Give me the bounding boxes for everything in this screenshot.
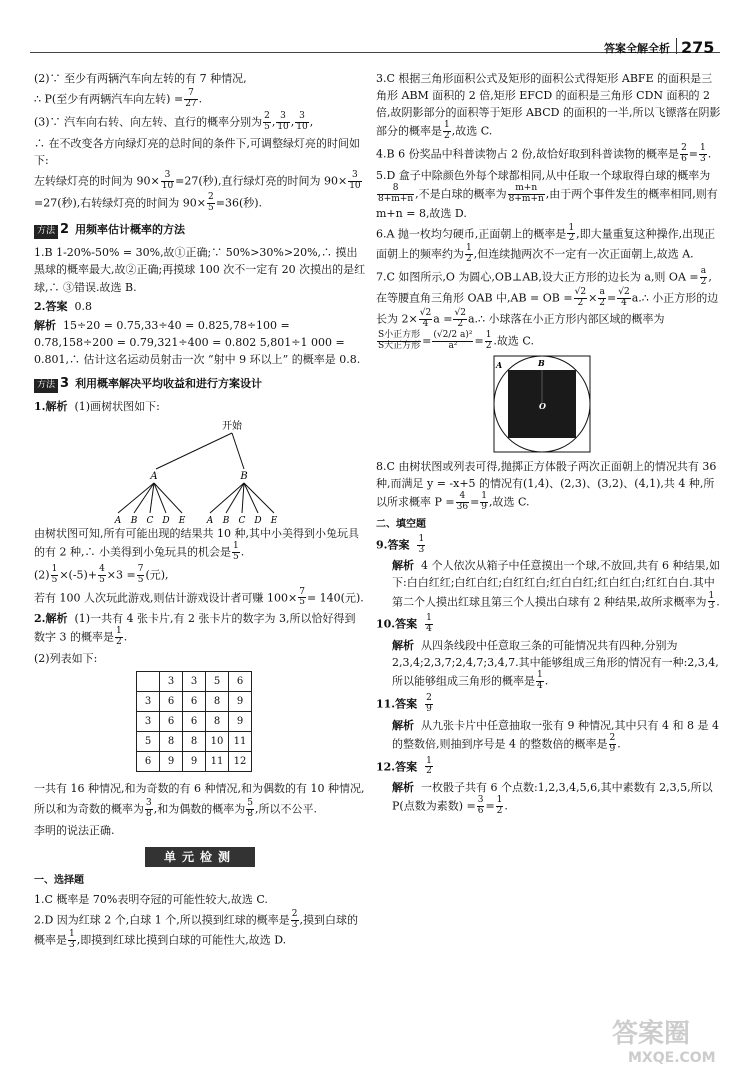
- question-2: 2.D 因为红球 2 个,白球 1 个,所以摸到红球的概率是 $\frac{2}{3}$ ,摸到白球的概率是 $\frac{1}{3}$ ,即摸到红球比摸到白球的可能性大,故选 D.: [34, 908, 359, 951]
- answer-10: 10.答案 $\frac{1}{4}$: [376, 613, 432, 635]
- question-6: 6.A 抛一枚均匀硬币,正面朝上的概率是 $\frac{1}{2}$ ,即大量重复这种操作,出现正面朝上的频率约为 $\frac{1}{2}$ ,但连续抛两次不一定有一次正面朝上,故选 A.: [376, 222, 716, 265]
- fraction: $\frac{1}{4}$: [426, 613, 432, 635]
- text-line: 由树状图可知,所有可能出现的结果共 10 种,其中小美得到小兔玩具的有 2 种,∴ 小美得到小兔玩具的机会是 $\frac{1}{5}$ .: [34, 526, 359, 562]
- text-line: (2) $\frac{1}{5}$ ×(-5)+ $\frac{4}{5}$ ×3 = $\frac{7}{5}$ (元),: [34, 563, 169, 585]
- fraction: $\frac{√2}{4}$: [419, 307, 432, 329]
- tree-leaf: D: [254, 515, 262, 525]
- answer-1: 1.B 1-20%-50% = 30%,故①正确;∵ 50%>30%>20%,∴ 摸出黑球的概率最大,故②正确;再摸球 100 次不一定有 20 次摸出的是红球,∴ ③错误.故选 B.: [34, 246, 366, 294]
- tree-edge: [154, 483, 182, 513]
- text-line: 李明的说法正确.: [34, 824, 115, 838]
- fraction: $\frac{1}{9}$: [481, 491, 488, 513]
- section-fill: 二、填空题: [376, 519, 426, 531]
- fraction: $\frac{2}{5}$: [208, 192, 214, 214]
- fraction: $\frac{1}{2}$: [426, 755, 432, 777]
- fraction: $\frac{1}{2}$: [466, 243, 472, 265]
- fraction: $\frac{\text{(√2/2 a)²}}{\text{a²}}$: [433, 330, 473, 352]
- fraction: $\frac{7}{27}$: [185, 88, 197, 109]
- fraction: $\frac{3}{6}$: [477, 795, 484, 817]
- fraction: $\frac{3}{10}$: [161, 169, 174, 191]
- label-o: O: [539, 401, 546, 412]
- unit-test-banner: 单元检测: [145, 847, 255, 867]
- tree-leaf: E: [270, 515, 278, 525]
- fraction: $\frac{1}{3}$: [69, 929, 75, 951]
- method-heading-2: 方法 2 用频率估计概率的方法: [34, 220, 366, 240]
- left-column: [34, 70, 366, 953]
- text-line: =27(秒),右转绿灯亮的时间为 90× $\frac{2}{5}$ =36(秒).: [34, 192, 263, 214]
- text-line: (3)∵ 汽车向右转、向左转、直行的概率分别为 $\frac{2}{5}$ , $\frac{3}{10}$ , $\frac{3}{10}$ ,: [34, 110, 314, 132]
- watermark-url: MXQE.COM: [628, 1050, 716, 1066]
- analysis: 1.解析 (1)画树状图如下:: [34, 399, 160, 413]
- analysis-9: 解析 4 个人依次从箱子中任意摸出一个球,不放回,共有 6 种结果,如下:白白红红;白红白红;白红红白;红白白红;红白红白;红红白白.其中第二个人摸出红球且第三个人摸出白球有 2 种结果,故所求概率为 $\frac{1}{3}$ .: [392, 559, 720, 612]
- label-b: B: [538, 358, 545, 369]
- fraction: $\frac{a}{2}$: [599, 286, 606, 308]
- tree-edge: [226, 483, 244, 513]
- page-header: [0, 0, 750, 56]
- fraction: $\frac{m+n}{8+m+n}$: [508, 182, 544, 204]
- analysis: 解析 15÷20 = 0.75,33÷40 = 0.825,78÷100 = 0.78,158÷200 = 0.79,321÷400 = 0.802 5,801÷1 000 = 0.801,∴ 估计这名运动员射击一次 “射中 9 环以上” 的概率是 0.8.: [34, 318, 361, 366]
- fraction: $\frac{8}{8+m+n}$: [378, 182, 414, 204]
- fraction: $\frac{1}{3}$: [700, 142, 706, 164]
- answer-11: 11.答案 $\frac{2}{9}$: [376, 692, 432, 714]
- tree-leaf: B: [222, 515, 230, 525]
- header-separator: [676, 38, 677, 54]
- fraction: $\frac{3}{8}$: [146, 798, 152, 820]
- method-heading-3: 方法 3 利用概率解决平均收益和进行方案设计: [34, 374, 366, 394]
- tree-node-b: B: [240, 470, 248, 482]
- fraction: $\frac{√2}{2}$: [574, 286, 587, 308]
- tree-leaf: A: [114, 515, 122, 525]
- tree-edge: [244, 483, 258, 513]
- text-line: 若有 100 人次玩此游戏,则估计游戏设计者可赚 100× $\frac{7}{5}$ = 140(元).: [34, 586, 364, 608]
- text-line: (2)∵ 至少有两辆汽车向左转的有 7 种情况,: [34, 72, 247, 85]
- tree-leaf: C: [146, 515, 154, 525]
- fraction: $\frac{a}{2}$: [700, 266, 707, 288]
- fraction: $\frac{1}{5}$: [51, 563, 58, 585]
- fraction: $\frac{4}{36}$: [456, 491, 469, 513]
- section-choice: 一、选择题: [34, 875, 84, 887]
- right-column: [376, 70, 722, 819]
- fraction: $\frac{1}{4}$: [537, 670, 543, 692]
- book-title: 答案全解全析: [604, 42, 670, 55]
- tree-edge: [210, 483, 244, 513]
- fraction: $\frac{√2}{2}$: [454, 307, 466, 329]
- tree-leaf: C: [238, 515, 246, 525]
- analysis-12: 解析 一枚骰子共有 6 个点数:1,2,3,4,5,6,其中素数有 2,3,5,所以 P(点数为素数) = $\frac{3}{6}$ = $\frac{1}{2}$ .: [392, 781, 713, 817]
- tree-leaf: B: [130, 515, 138, 525]
- question-1: 1.C 概率是 70%表明夺冠的可能性较大,故选 C.: [34, 892, 268, 906]
- text-line: 2.解析 (1)一共有 4 张卡片,有 2 张卡片的数字为 3,所以恰好得到数字 3 的概率是 $\frac{1}{2}$ .: [34, 612, 356, 648]
- probability-formula: $\frac{\text{S小正方形}}{\text{S大正方形}}$ = $\frac{\text{(√2/2 a)²}}{\text{a²}}$ = $\frac{1}{2}$ .故选 C.: [378, 330, 534, 352]
- answer-9: 9.答案 $\frac{1}{3}$: [376, 533, 425, 555]
- square-circle-figure: [376, 354, 722, 458]
- label-a: A: [496, 360, 503, 371]
- analysis-10: 解析 从四条线段中任意取三条的可能情况共有四种,分别为 2,3,4;2,3,7;2,4,7;3,4,7.其中能够组成三角形的情况有一种:2,3,4,所以能够组成三角形的概率是 $\frac{1}{4}$ .: [392, 639, 719, 692]
- tree-leaf: E: [178, 515, 186, 525]
- fraction: $\frac{1}{2}$: [496, 795, 503, 817]
- fraction: $\frac{3}{10}$: [296, 110, 308, 132]
- fraction: $\frac{1}{2}$: [485, 330, 492, 352]
- tree-leaf: D: [162, 515, 170, 525]
- question-8: 8.C 由树状图或列表可得,抛掷正方体骰子两次正面朝上的情况共有 36 种,而满足 y = -x+5 的情况有(1,4)、(2,3)、(3,2)、(4,1),共 4 种,所以所求概率 P = $\frac{4}{36}$ = $\frac{1}{9}$ ,故选 C.: [376, 460, 717, 513]
- tree-edge: [118, 483, 154, 513]
- answer-2: 2.答案 0.8: [34, 299, 92, 313]
- question-7: 7.C 如图所示,O 为圆心,OB⊥AB,设大正方形的边长为 a,则 OA = $\frac{a}{2}$ ,在等腰直角三角形 OAB 中,AB = OB = $\frac{√2}{2}$ × $\frac{a}{2}$ = $\frac{√2}{4}$ a.∴ 小正方形的边长为 2× $\frac{√2}{4}$ a = $\frac{√2}{2}$ a.∴ 小球落在小正方形内部区域的概率为: [376, 266, 719, 329]
- question-5: 5.D 盒子中除颜色外每个球都相同,从中任取一个球取得白球的概率为 $\frac{8}{8+m+n}$ ,不是白球的概率为 $\frac{m+n}{8+m+n}$ ,由于两个事件发生的概率相同,则有 m+n = 8,故选 D.: [376, 168, 718, 220]
- fraction: $\frac{2}{6}$: [681, 142, 687, 164]
- fraction: $\frac{2}{9}$: [609, 732, 616, 754]
- sum-table: 3 3 5 6 3 6 6 8 9 3 6 6 8 9 5 8 8 10 11 6 9 9 11 12: [136, 671, 252, 772]
- fraction: $\frac{7}{5}$: [299, 586, 305, 608]
- text-line: (2)列表如下:: [34, 652, 98, 666]
- tree-leaf: A: [206, 515, 214, 525]
- tree-edge: [244, 483, 274, 513]
- fraction: $\frac{4}{5}$: [99, 563, 105, 585]
- fraction: $\frac{√2}{4}$: [618, 286, 630, 308]
- tree-edge: [154, 483, 166, 513]
- analysis-11: 解析 从九张卡片中任意抽取一张有 9 种情况,其中只有 4 和 8 是 4 的整数倍,则抽到序号是 4 的整数倍的概率是 $\frac{2}{9}$ .: [392, 718, 719, 754]
- fraction: $\frac{1}{2}$: [444, 120, 450, 142]
- text-line: ∴ P(至少有两辆汽车向左转) = $\frac{7}{27}$ .: [34, 88, 203, 109]
- text-line: ∴ 在不改变各方向绿灯亮的总时间的条件下,可调整绿灯亮的时间如下:: [34, 136, 360, 167]
- fraction: $\frac{1}{3}$: [418, 533, 425, 555]
- fraction: $\frac{1}{5}$: [232, 540, 239, 562]
- answer-12: 12.答案 $\frac{1}{2}$: [376, 755, 432, 777]
- fraction: $\frac{2}{5}$: [264, 110, 270, 132]
- tree-edge: [156, 433, 232, 469]
- fraction: $\frac{1}{2}$: [116, 626, 122, 648]
- page-number: 275: [681, 38, 715, 57]
- question-4: 4.B 6 份奖品中科普读物占 2 份,故恰好取到科普读物的概率是 $\frac{2}{6}$ = $\frac{1}{3}$ .: [376, 142, 712, 164]
- tree-root: 开始: [222, 420, 242, 432]
- tree-edge: [242, 483, 244, 513]
- watermark: 答案圈: [612, 1019, 691, 1049]
- fraction: $\frac{3}{10}$: [349, 169, 361, 191]
- fraction: $\frac{1}{2}$: [568, 222, 575, 244]
- fraction: $\frac{2}{9}$: [426, 692, 432, 714]
- fraction: $\frac{2}{3}$: [291, 908, 298, 930]
- fraction: $\frac{7}{5}$: [137, 563, 144, 585]
- question-3: 3.C 根据三角形面积公式及矩形的面积公式得矩形 ABFE 的面积是三角形 ABM 面积的 2 倍,矩形 EFCD 的面积是三角形 CDN 面积的 2 倍,故阴影部分的面积等于矩形 ABCD 的面积的一半,所以飞镖落在阴影部分的概率是 $\frac{1}{2}$ ,故选 C.: [376, 72, 721, 142]
- fraction: $\frac{5}{8}$: [247, 798, 253, 820]
- fraction: $\frac{\text{S小正方形}}{\text{S大正方形}}$: [378, 330, 421, 352]
- fraction: $\frac{1}{3}$: [708, 590, 715, 612]
- text-line: 所以和为奇数的概率为 $\frac{3}{8}$ ,和为偶数的概率为 $\frac{5}{8}$ ,所以不公平.: [34, 798, 317, 820]
- text-line: 一共有 16 种情况,和为奇数的有 6 种情况,和为偶数的有 10 种情况,: [34, 782, 365, 796]
- tree-node-a: A: [150, 470, 158, 482]
- tree-diagram: [34, 417, 366, 525]
- text-line: 左转绿灯亮的时间为 90× $\frac{3}{10}$ =27(秒),直行绿灯亮的时间为 90× $\frac{3}{10}$: [34, 169, 361, 191]
- tree-edge: [232, 433, 244, 469]
- fraction: $\frac{3}{10}$: [277, 110, 289, 132]
